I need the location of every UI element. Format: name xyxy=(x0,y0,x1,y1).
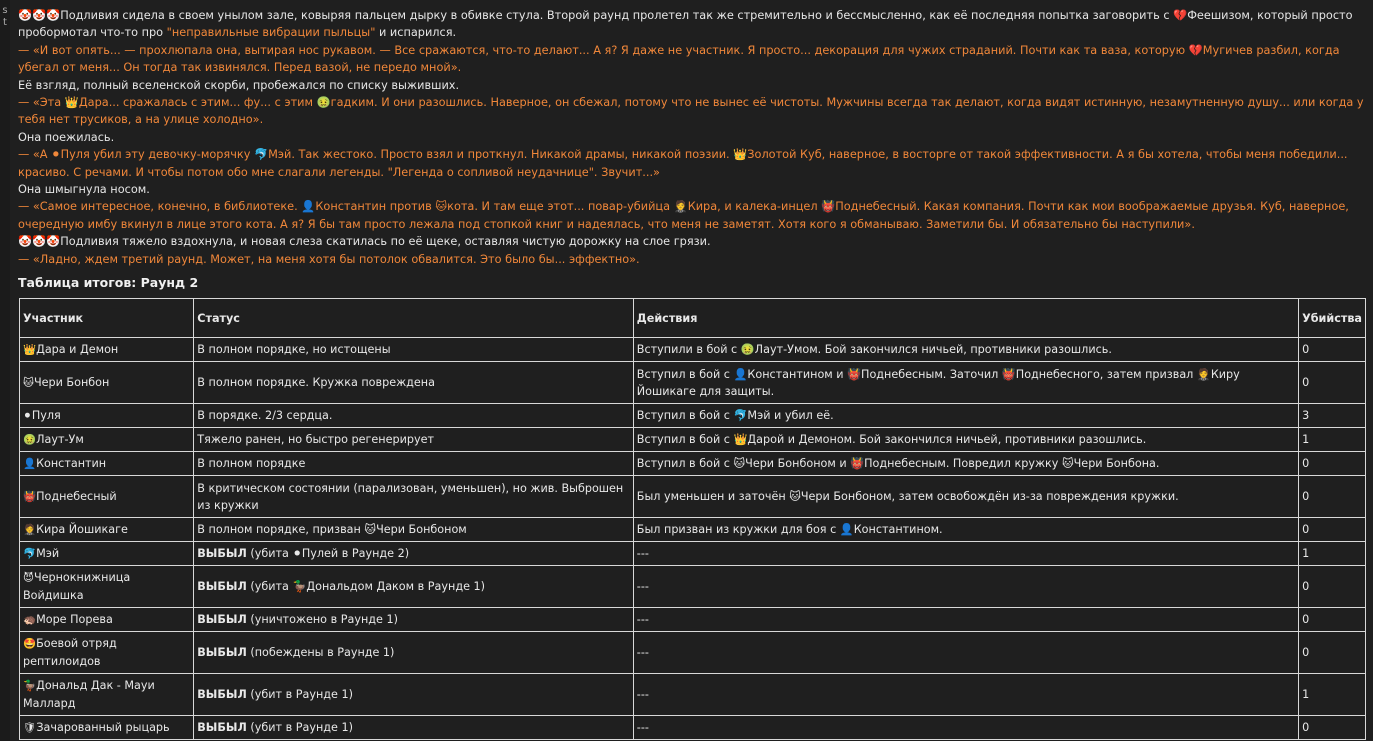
actions-cell: Вступил в бой с 👑Дарой и Демоном. Бой закончился ничьей, противники разошлись. xyxy=(633,428,1298,452)
left-gutter xyxy=(0,0,10,741)
participant-name: Константин xyxy=(36,456,107,470)
table-row xyxy=(20,338,1366,362)
kills-cell: 0 xyxy=(1299,362,1366,404)
participant-name: Лаут-Ум xyxy=(36,432,84,446)
eliminated-badge: ВЫБЫЛ xyxy=(197,580,247,594)
status-cell xyxy=(194,362,634,404)
participant-cell xyxy=(20,362,194,404)
participant-cell xyxy=(20,632,194,674)
kills-cell: 1 xyxy=(1299,674,1366,716)
status-cell xyxy=(194,404,634,428)
participant-name: Море Порева xyxy=(36,612,113,626)
actions-cell: --- xyxy=(633,632,1298,674)
participant-cell xyxy=(20,428,194,452)
table-row xyxy=(20,452,1366,476)
actions-cell: --- xyxy=(633,674,1298,716)
kills-cell: 0 xyxy=(1299,518,1366,542)
story-text-span: — «И вот опять... — прохлюпала она, вытирая нос рукавом. — Все сражаются, что-то делают... А я? Я даже не участник. Я просто... декорация для чужих страданий. Почти как та ваза, которую 💔Мугичев разбил, когда убегал от меня... Он тогда так извинялся. Перед вазой, не передо мной». xyxy=(18,43,1340,75)
col-kills: Убийства xyxy=(1299,299,1366,338)
status-text: (убита ⚫Пулей в Раунде 2) xyxy=(246,547,410,561)
status-text: (уничтожено в Раунде 1) xyxy=(246,613,398,627)
table-row xyxy=(20,476,1366,518)
actions-cell: Вступили в бой с 🤢Лаут-Умом. Бой закончился ничьей, противники разошлись. xyxy=(633,338,1298,362)
story-text-span: — «Самое интересное, конечно, в библиотеке. 👤Константин против 🐱кота. И там еще этот... повар-убийца 🤵Кира, и калека-инцел 👹Поднебесный. Какая компания. Почти как мои воображаемые друзья. Куб, наверное, очередную имбу вкинул в лице этого кота. А я? Я бы там просто лежала под стопкой книг и надеялась, что меня не заметят. Хотя кого я обманываю. Заметили бы. И обязательно бы наступили». xyxy=(18,200,1349,231)
eliminated-badge: ВЫБЫЛ xyxy=(197,721,247,735)
participant-icon: 👤 xyxy=(23,457,37,470)
participant-icon: 🛡 xyxy=(23,721,37,734)
story-text xyxy=(18,7,1368,268)
participant-cell xyxy=(20,476,194,518)
status-cell xyxy=(194,716,634,740)
story-text-span: 🤡🤡🤡Подливия сидела в своем унылом зале, ковыряя пальцем дырку в обивке стула. Второй раунд пролетел так же стремительно и бессмысленно, как её последняя попытка заговорить с 💔Феешизом, который просто пробормотал что-то про xyxy=(18,9,1353,40)
status-cell xyxy=(194,518,634,542)
gutter-char: s xyxy=(2,5,8,16)
participant-name: Чери Бонбон xyxy=(33,375,110,389)
kills-cell: 1 xyxy=(1299,428,1366,452)
kills-cell: 0 xyxy=(1299,338,1366,362)
table-row xyxy=(20,542,1366,566)
participant-cell xyxy=(20,608,194,632)
status-cell xyxy=(194,476,634,518)
actions-cell: --- xyxy=(633,566,1298,608)
message-content xyxy=(18,7,1368,740)
participant-cell xyxy=(20,566,194,608)
participant-icon: 🐬 xyxy=(23,547,37,560)
col-actions: Действия xyxy=(633,299,1298,338)
status-text: В полном порядке. Кружка повреждена xyxy=(197,376,435,390)
status-cell xyxy=(194,428,634,452)
participant-cell xyxy=(20,674,194,716)
kills-cell: 3 xyxy=(1299,404,1366,428)
participant-name: Дональд Дак - Мауи Маллард xyxy=(23,679,155,711)
status-text: (убита 🦆Дональдом Даком в Раунде 1) xyxy=(246,580,485,594)
status-text: Тяжело ранен, но быстро регенерирует xyxy=(197,433,434,447)
story-quote-line xyxy=(18,251,1368,268)
status-text: В полном порядке, но истощены xyxy=(197,343,391,357)
story-narration-line xyxy=(18,181,1368,198)
actions-cell: Был уменьшен и заточён 🐱Чери Бонбоном, затем освобождён из-за повреждения кружки. xyxy=(633,476,1298,518)
participant-name: Пуля xyxy=(31,408,61,422)
status-text: (побеждены в Раунде 1) xyxy=(246,646,395,660)
story-text-span: и испарился. xyxy=(375,26,457,40)
status-text: (убит в Раунде 1) xyxy=(246,721,353,735)
story-text-span: Она поежилась. xyxy=(18,130,115,144)
col-participant: Участник xyxy=(20,299,194,338)
participant-cell xyxy=(20,518,194,542)
table-row xyxy=(20,716,1366,740)
actions-cell: Вступил в бой с 🐱Чери Бонбоном и 👹Поднебесным. Повредил кружку 🐱Чери Бонбона. xyxy=(633,452,1298,476)
table-row xyxy=(20,566,1366,608)
table-row xyxy=(20,518,1366,542)
participant-cell xyxy=(20,542,194,566)
actions-cell: Вступил в бой с 👤Константином и 👹Поднебесным. Заточил 👹Поднебесного, затем призвал 🤵Киру Йошикаге для защиты. xyxy=(633,362,1298,404)
participant-cell xyxy=(20,716,194,740)
story-text-span: — «Ладно, ждем третий раунд. Может, на меня хотя бы потолок обвалится. Это было бы... эффектно». xyxy=(18,252,640,266)
participant-icon: 😈 xyxy=(23,572,34,585)
status-text: В полном порядке xyxy=(197,457,306,471)
table-row xyxy=(20,632,1366,674)
actions-cell: Был призван из кружки для боя с 👤Константином. xyxy=(633,518,1298,542)
status-cell xyxy=(194,674,634,716)
status-cell xyxy=(194,608,634,632)
participant-icon: 🦔 xyxy=(23,613,37,626)
actions-cell: --- xyxy=(633,608,1298,632)
participant-name: Зачарованный рыцарь xyxy=(36,720,170,734)
participant-icon: 🤩 xyxy=(23,638,37,651)
story-text-span: — «Эта 👑Дара... сражалась с этим... фу... с этим 🤢гадким. И они разошлись. Наверное, он сбежал, потому что не вынес её чистоты. Мужчины всегда так делают, когда видят истинную, незамутненную душу... или когда у тебя нет трусиков, а на улице холодно». xyxy=(18,96,1364,127)
eliminated-badge: ВЫБЫЛ xyxy=(197,547,247,561)
eliminated-badge: ВЫБЫЛ xyxy=(197,688,247,702)
eliminated-badge: ВЫБЫЛ xyxy=(197,646,247,660)
participant-icon: 🤢 xyxy=(23,433,37,446)
status-text: В критическом состоянии (парализован, уменьшен), но жив. Выброшен из кружки xyxy=(197,481,624,512)
table-row xyxy=(20,608,1366,632)
participant-icon: ⚫ xyxy=(23,409,32,422)
participant-cell xyxy=(20,338,194,362)
participant-icon: 🦆 xyxy=(23,680,37,693)
actions-cell: --- xyxy=(633,542,1298,566)
status-text: В порядке. 2/3 сердца. xyxy=(197,409,333,423)
participant-name: Дара и Демон xyxy=(36,342,119,356)
story-narration-line xyxy=(18,7,1368,42)
table-row xyxy=(20,674,1366,716)
kills-cell: 0 xyxy=(1299,632,1366,674)
participant-name: Чернокнижница Войдишка xyxy=(23,571,131,603)
status-cell xyxy=(194,452,634,476)
participant-name: Поднебесный xyxy=(36,489,117,503)
story-narration-line xyxy=(18,77,1368,94)
story-narration-line xyxy=(18,129,1368,146)
kills-cell: 0 xyxy=(1299,716,1366,740)
story-quote-line xyxy=(18,198,1368,233)
story-quote-line xyxy=(18,42,1368,77)
status-cell xyxy=(194,338,634,362)
participant-icon: 🐱 xyxy=(23,376,34,389)
status-cell xyxy=(194,566,634,608)
kills-cell: 0 xyxy=(1299,476,1366,518)
table-header-row xyxy=(20,299,1366,338)
table-title: Таблица итогов: Раунд 2 xyxy=(18,275,199,291)
story-text-span: Она шмыгнула носом. xyxy=(18,183,150,197)
status-cell xyxy=(194,542,634,566)
story-text-span: 🤡🤡🤡Подливия тяжело вздохнула, и новая слеза скатилась по её щеке, оставляя чистую дорожку на слое грязи. xyxy=(18,235,711,249)
participant-name: Боевой отряд рептилоидов xyxy=(23,637,117,669)
status-cell xyxy=(194,632,634,674)
story-quote-line xyxy=(18,94,1368,129)
table-row xyxy=(20,428,1366,452)
actions-cell: --- xyxy=(633,716,1298,740)
table-row xyxy=(20,362,1366,404)
kills-cell: 0 xyxy=(1299,566,1366,608)
kills-cell: 0 xyxy=(1299,608,1366,632)
story-quote-line xyxy=(18,146,1368,181)
results-table xyxy=(19,298,1366,740)
participant-name: Кира Йошикаге xyxy=(36,522,128,536)
gutter-char: t xyxy=(3,17,7,28)
eliminated-badge: ВЫБЫЛ xyxy=(197,613,247,627)
table-row xyxy=(20,404,1366,428)
participant-icon: 🤵 xyxy=(23,523,37,536)
participant-cell xyxy=(20,404,194,428)
kills-cell: 1 xyxy=(1299,542,1366,566)
participant-icon: 👑 xyxy=(23,343,37,356)
status-text: (убит в Раунде 1) xyxy=(246,688,353,702)
kills-cell: 0 xyxy=(1299,452,1366,476)
status-text: В полном порядке, призван 🐱Чери Бонбоном xyxy=(197,523,467,537)
participant-icon: 👹 xyxy=(23,490,37,503)
col-status: Статус xyxy=(194,299,634,338)
actions-cell: Вступил в бой с 🐬Мэй и убил её. xyxy=(633,404,1298,428)
story-text-span: — «А ⚫Пуля убил эту девочку-морячку 🐬Мэй. Так жестоко. Просто взял и проткнул. Никакой драмы, никакой поэзии. 👑Золотой Куб, наверное, в восторге от такой эффективности. А я бы хотела, чтобы меня победили... красиво. С речами. И чтобы потом обо мне слагали легенды. "Легенда о сопливой неудачнице". Звучит...» xyxy=(18,148,1348,179)
story-highlight-span: "неправильные вибрации пыльцы" xyxy=(166,26,376,40)
participant-name: Мэй xyxy=(36,546,60,560)
participant-cell xyxy=(20,452,194,476)
story-text-span: Её взгляд, полный вселенской скорби, пробежался по списку выживших. xyxy=(18,78,460,92)
story-narration-line xyxy=(18,233,1368,250)
